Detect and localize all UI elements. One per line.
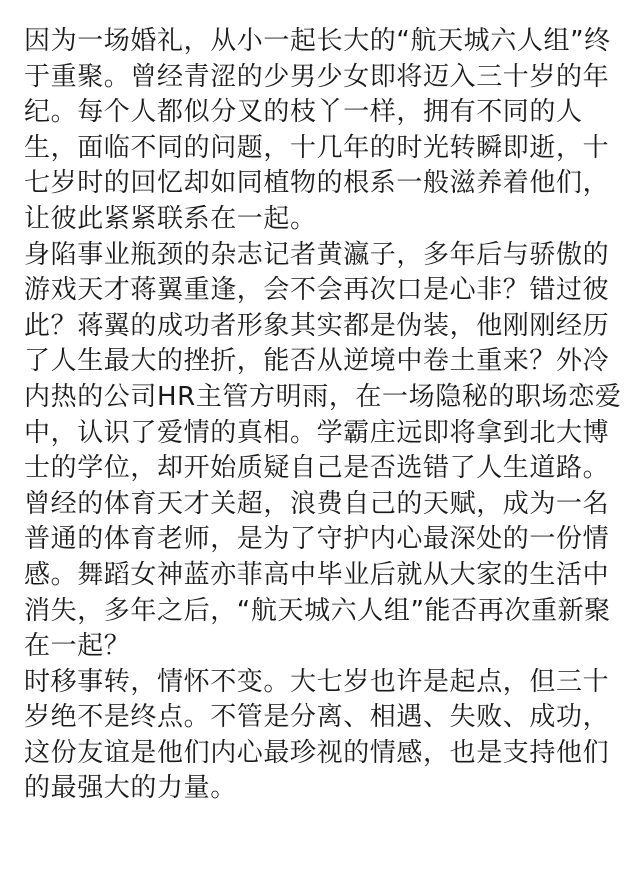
text-line: 此？蒋翼的成功者形象其实都是伪装，他刚刚经历 <box>24 310 610 341</box>
text-line: 普通的体育老师，是为了守护内心最深处的一份情 <box>24 524 610 555</box>
text-line: 让彼此紧紧联系在一起。 <box>24 203 317 234</box>
text-line: 于重聚。曾经青涩的少男少女即将迈入三十岁的年 <box>24 61 610 92</box>
text-line: 感。舞蹈女神蓝亦菲高中毕业后就从大家的生活中 <box>24 559 610 590</box>
text-line: 身陷事业瓶颈的杂志记者黄瀛子，多年后与骄傲的 <box>24 239 610 270</box>
text-line: 曾经的体育天才关超，浪费自己的天赋，成为一名 <box>24 488 610 519</box>
text-line: 了人生最大的挫折，能否从逆境中卷土重来？外冷 <box>24 346 610 377</box>
paragraph-characters <box>24 238 622 665</box>
text-line: 游戏天才蒋翼重逢，会不会再次口是心非？错过彼 <box>24 275 610 306</box>
text-line: 因为一场婚礼，从小一起长大的“航天城六人组”终 <box>24 26 611 56</box>
text-line: 内热的公司HR主管方明雨，在一场隐秘的职场恋爱 <box>24 381 622 412</box>
text-line: 生，面临不同的问题，十几年的时光转瞬即逝，十 <box>24 132 610 163</box>
text-line: 在一起？ <box>24 631 131 662</box>
text-line: 中，认识了爱情的真相。学霸庄远即将拿到北大博 <box>24 417 610 448</box>
text-line: 士的学位，却开始质疑自己是否选错了人生道路。 <box>24 453 610 484</box>
text-line: 七岁时的回忆却如同植物的根系一般滋养着他们， <box>24 168 610 199</box>
text-line: 岁绝不是终点。不管是分离、相遇、失败、成功， <box>24 702 610 733</box>
text-line: 的最强大的力量。 <box>24 773 237 804</box>
text-line: 时移事转，情怀不变。大七岁也许是起点，但三十 <box>24 666 610 697</box>
text-line: 消失，多年之后，“航天城六人组”能否再次重新聚 <box>24 595 611 626</box>
paragraph-intro <box>24 24 616 238</box>
text-line: 纪。每个人都似分叉的枝丫一样，拥有不同的人 <box>24 97 583 128</box>
text-line: 这份友谊是他们内心最珍视的情感，也是支持他们 <box>24 737 610 768</box>
paragraph-conclusion <box>24 665 616 807</box>
